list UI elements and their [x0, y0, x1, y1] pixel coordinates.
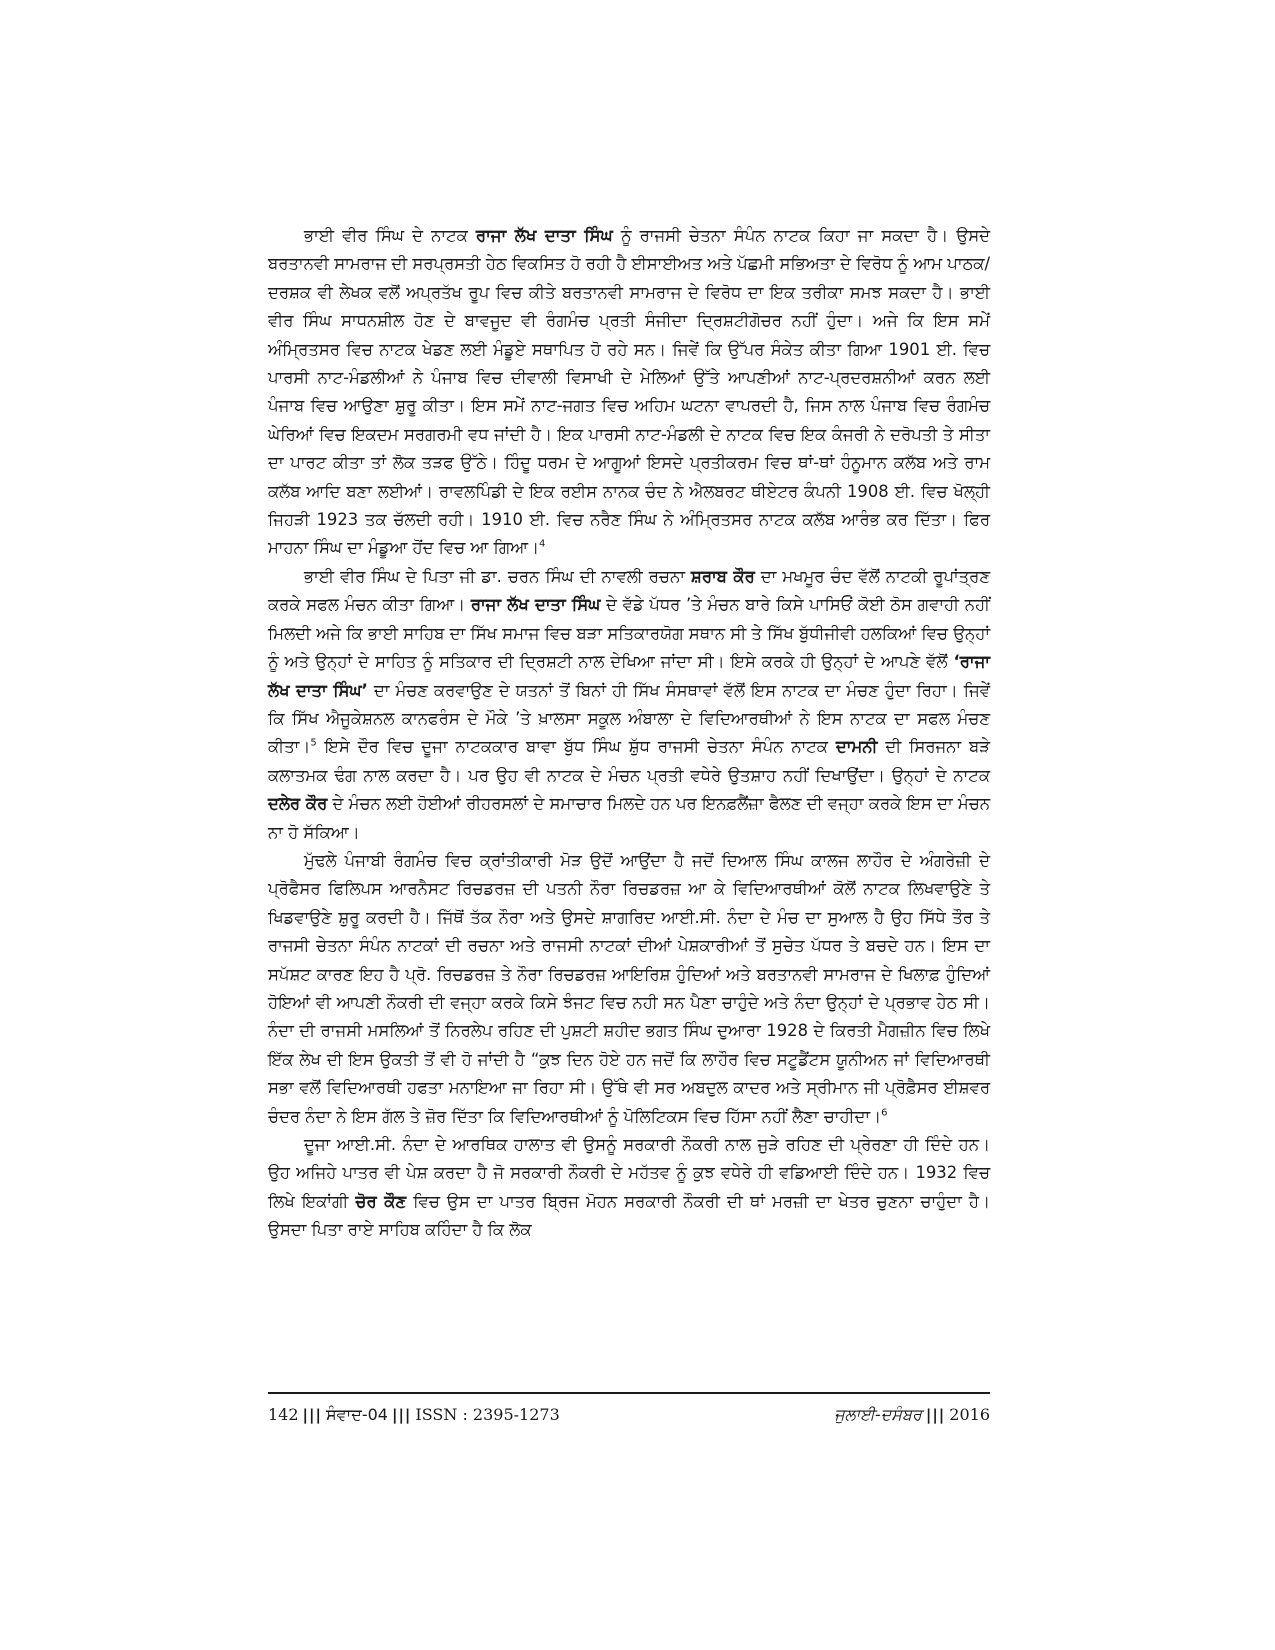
- paragraph: [268, 222, 990, 563]
- bold-title: ਦਾਮਨੀ: [835, 737, 878, 757]
- journal-issue: ਸੰਵਾਦ-04: [325, 1405, 388, 1424]
- text-run: ਦੂਜਾ ਆਈ.ਸੀ. ਨੰਦਾ ਦੇ ਆਰਥਿਕ ਹਾਲਾਤ ਵੀ ਉਸਨੂੰ ਸਰਕਾਰੀ ਨੌਕਰੀ ਨਾਲ ਜੁੜੇ ਰਹਿਣ ਦੀ ਪ੍ਰੇਰਣਾ ਹੀ ਦਿੰਦੇ ਹਨ। ਉਹ ਅਜਿਹੇ ਪਾਤਰ ਵੀ ਪੇਸ਼ ਕਰਦਾ ਹੈ ਜੋ ਸਰਕਾਰੀ ਨੌਕਰੀ ਦੇ ਮਹੱਤਵ ਨੂੰ ਕੁਝ ਵਧੇਰੇ ਹੀ ਵਡਿਆਈ ਦਿੰਦੇ ਹਨ। 1932 ਵਿਚ ਲਿਖੇ ਇਕਾਂਗੀ: [268, 1135, 990, 1211]
- text-run: ਦੇ ਮੰਚਨ ਲਈ ਹੋਈਆਂ ਰੀਹਰਸਲਾਂ ਦੇ ਸਮਾਚਾਰ ਮਿਲਦੇ ਹਨ ਪਰ ਇਨਫ਼ਲੈਂਜ਼ਾ ਫੈਲਣ ਦੀ ਵਜ੍ਹਾ ਕਰਕੇ ਇਸ ਦਾ ਮੰਚਨ ਨਾ ਹੋ ਸੱਕਿਆ।: [268, 794, 990, 842]
- footnote-ref: 6: [881, 1107, 888, 1119]
- footer-rule: [268, 1392, 990, 1394]
- separator: |||: [925, 1406, 946, 1424]
- paragraph: [268, 847, 990, 1131]
- text-run: ਇਸੇ ਦੌਰ ਵਿਚ ਦੂਜਾ ਨਾਟਕਕਾਰ ਬਾਵਾ ਬੁੱਧ ਸਿੰਘ ਸ਼ੁੱਧ ਰਾਜਸੀ ਚੇਤਨਾ ਸੰਪੰਨ ਨਾਟਕ: [316, 737, 836, 757]
- bold-title: ਦਲੇਰ ਕੌਰ: [268, 794, 328, 814]
- publication-year: 2016: [949, 1405, 990, 1424]
- separator: |||: [302, 1406, 322, 1424]
- text-run: ਨੂੰ ਰਾਜਸੀ ਚੇਤਨਾ ਸੰਪੰਨ ਨਾਟਕ ਕਿਹਾ ਜਾ ਸਕਦਾ ਹੈ। ਉਸਦੇ ਬਰਤਾਨਵੀ ਸਾਮਰਾਜ ਦੀ ਸਰਪ੍ਰਸਤੀ ਹੇਠ ਵਿਕਸਿਤ ਹੋ ਰਹੀ ਹੈ ਈਸਾਈਅਤ ਅਤੇ ਪੱਛਮੀ ਸਭਿਅਤਾ ਦੇ ਵਿਰੋਧ ਨੂੰ ਆਮ ਪਾਠਕ/ਦਰਸ਼ਕ ਵੀ ਲੇਖਕ ਵਲੋਂ ਅਪ੍ਰਤੱਖ ਰੂਪ ਵਿਚ ਕੀਤੇ ਬਰਤਾਨਵੀ ਸਾਮਰਾਜ ਦੇ ਵਿਰੋਧ ਦਾ ਇਕ ਤਰੀਕਾ ਸਮਝ ਸਕਦਾ ਹੈ। ਭਾਈ ਵੀਰ ਸਿੰਘ ਸਾਧਨਸ਼ੀਲ ਹੋਣ ਦੇ ਬਾਵਜੂਦ ਵੀ ਰੰਗਮੰਚ ਪ੍ਰਤੀ ਸੰਜੀਦਾ ਦ੍ਰਿਸ਼ਟੀਗੋਚਰ ਨਹੀਂ ਹੁੰਦਾ। ਅਜੇ ਕਿ ਇਸ ਸਮੇਂ ਅੰਮ੍ਰਿਤਸਰ ਵਿਚ ਨਾਟਕ ਖੇਡਣ ਲਈ ਮੰਡੂਏ ਸਥਾਪਿਤ ਹੋ ਰਹੇ ਸਨ। ਜਿਵੇਂ ਕਿ ਉੱਪਰ ਸੰਕੇਤ ਕੀਤਾ ਗਿਆ 1901 ਈ. ਵਿਚ ਪਾਰਸੀ ਨਾਟ-ਮੰਡਲੀਆਂ ਨੇ ਪੰਜਾਬ ਵਿਚ ਦੀਵਾਲੀ ਵਿਸਾਖੀ ਦੇ ਮੇਲਿਆਂ ਉੱਤੇ ਆਪਣੀਆਂ ਨਾਟ-ਪ੍ਰਦਰਸ਼ਨੀਆਂ ਕਰਨ ਲਈ ਪੰਜਾਬ ਵਿਚ ਆਉਣਾ ਸ਼ੁਰੂ ਕੀਤਾ। ਇਸ ਸਮੇਂ ਨਾਟ-ਜਗਤ ਵਿਚ ਅਹਿਮ ਘਟਨਾ ਵਾਪਰਦੀ ਹੈ, ਜਿਸ ਨਾਲ ਪੰਜਾਬ ਵਿਚ ਰੰਗਮੰਚ ਘੇਰਿਆਂ ਵਿਚ ਇਕਦਮ ਸਰਗਰਮੀ ਵਧ ਜਾਂਦੀ ਹੈ। ਇਕ ਪਾਰਸੀ ਨਾਟ-ਮੰਡਲੀ ਦੇ ਨਾਟਕ ਵਿਚ ਇਕ ਕੰਜਰੀ ਨੇ ਦਰੋਪਤੀ ਤੇ ਸੀਤਾ ਦਾ ਪਾਰਟ ਕੀਤਾ ਤਾਂ ਲੋਕ ਤੜਫ ਉੱਠੇ। ਹਿੰਦੂ ਧਰਮ ਦੇ ਆਗੂਆਂ ਇਸਦੇ ਪ੍ਰਤੀਕਰਮ ਵਿਚ ਥਾਂ-ਥਾਂ ਹੰਨੂਮਾਨ ਕਲੱਬ ਅਤੇ ਰਾਮ ਕਲੱਬ ਆਦਿ ਬਣਾ ਲਈਆਂ। ਰਾਵਲਪਿੰਡੀ ਦੇ ਇਕ ਰਈਸ ਨਾਨਕ ਚੰਦ ਨੇ ਐਲਬਰਟ ਥੀਏਟਰ ਕੰਪਨੀ 1908 ਈ. ਵਿਚ ਖੋਲ੍ਹੀ ਜਿਹੜੀ 1923 ਤਕ ਚੱਲਦੀ ਰਹੀ। 1910 ਈ. ਵਿਚ ਨਰੈਣ ਸਿੰਘ ਨੇ ਅੰਮ੍ਰਿਤਸਰ ਨਾਟਕ ਕਲੱਬ ਆਰੰਭ ਕਰ ਦਿੱਤਾ। ਫਿਰ ਮਾਹਨਾ ਸਿੰਘ ਦਾ ਮੰਡੂਆ ਹੋਂਦ ਵਿਚ ਆ ਗਿਆ।: [268, 226, 990, 558]
- bold-title: ਚੋਰ ਕੌਣ: [355, 1191, 407, 1211]
- bold-title: ਰਾਜਾ ਲੱਖ ਦਾਤਾ ਸਿੰਘ: [470, 595, 601, 615]
- bold-title: ਰਾਜਾ ਲੱਖ ਦਾਤਾ ਸਿੰਘ: [475, 226, 613, 245]
- text-run: ਭਾਈ ਵੀਰ ਸਿੰਘ ਦੇ ਨਾਟਕ: [304, 226, 476, 245]
- article-body: [268, 222, 990, 1245]
- footnote-ref: 5: [310, 737, 317, 749]
- text-run: ਮੁੱਢਲੇ ਪੰਜਾਬੀ ਰੰਗਮੰਚ ਵਿਚ ਕ੍ਰਾਂਤੀਕਾਰੀ ਮੋੜ ਉਦੋਂ ਆਉਂਦਾ ਹੈ ਜਦੋਂ ਦਿਆਲ ਸਿੰਘ ਕਾਲਜ ਲਾਹੌਰ ਦੇ ਅੰਗਰੇਜ਼ੀ ਦੇ ਪ੍ਰੋਫੈਸਰ ਫਿਲਿਪਸ ਆਰਨੈਸਟ ਰਿਚਡਰਜ਼ ਦੀ ਪਤਨੀ ਨੌਰਾ ਰਿਚਡਰਜ਼ ਆ ਕੇ ਵਿਦਿਆਰਥੀਆਂ ਕੋਲੋਂ ਨਾਟਕ ਲਿਖਵਾਉਣੇ ਤੇ ਖਿਡਵਾਉਣੇ ਸ਼ੁਰੂ ਕਰਦੀ ਹੈ। ਜਿੱਥੋਂ ਤੱਕ ਨੌਰਾ ਅਤੇ ਉਸਦੇ ਸ਼ਾਗਰਿਦ ਆਈ.ਸੀ. ਨੰਦਾ ਦੇ ਮੰਚ ਦਾ ਸੁਆਲ ਹੈ ਉਹ ਸਿੱਧੇ ਤੌਰ ਤੇ ਰਾਜਸੀ ਚੇਤਨਾ ਸੰਪੰਨ ਨਾਟਕਾਂ ਦੀ ਰਚਨਾ ਅਤੇ ਰਾਜਸੀ ਨਾਟਕਾਂ ਦੀਆਂ ਪੇਸ਼ਕਾਰੀਆਂ ਤੋਂ ਸੁਚੇਤ ਪੱਧਰ ਤੇ ਬਚਦੇ ਹਨ। ਇਸ ਦਾ ਸਪੱਸ਼ਟ ਕਾਰਣ ਇਹ ਹੈ ਪ੍ਰੋ. ਰਿਚਡਰਜ਼ ਤੇ ਨੌਰਾ ਰਿਚਡਰਜ਼ ਆਇਰਿਸ਼ ਹੁੰਦਿਆਂ ਅਤੇ ਬਰਤਾਨਵੀ ਸਾਮਰਾਜ ਦੇ ਖਿਲਾਫ਼ ਹੁੰਦਿਆਂ ਹੋਇਆਂ ਵੀ ਆਪਣੀ ਨੌਕਰੀ ਦੀ ਵਜ੍ਹਾ ਕਰਕੇ ਕਿਸੇ ਝੰਜਟ ਵਿਚ ਨਹੀ ਸਨ ਪੈਣਾ ਚਾਹੁੰਦੇ ਅਤੇ ਨੰਦਾ ਉਨ੍ਹਾਂ ਦੇ ਪ੍ਰਭਾਵ ਹੇਠ ਸੀ। ਨੰਦਾ ਦੀ ਰਾਜਸੀ ਮਸਲਿਆਂ ਤੋਂ ਨਿਰਲੇਪ ਰਹਿਣ ਦੀ ਪੁਸ਼ਟੀ ਸ਼ਹੀਦ ਭਗਤ ਸਿੰਘ ਦੁਆਰਾ 1928 ਦੇ ਕਿਰਤੀ ਮੈਗਜ਼ੀਨ ਵਿਚ ਲਿਖੇ ਇੱਕ ਲੇਖ ਦੀ ਇਸ ਉਕਤੀ ਤੋਂ ਵੀ ਹੋ ਜਾਂਦੀ ਹੈ “ਕੁਝ ਦਿਨ ਹੋਏ ਹਨ ਜਦੋਂ ਕਿ ਲਾਹੌਰ ਵਿਚ ਸਟੂਡੈਂਟਸ ਯੂਨੀਅਨ ਜਾਂ ਵਿਦਿਆਰਥੀ ਸਭਾ ਵਲੋਂ ਵਿਦਿਆਰਥੀ ਹਫਤਾ ਮਨਾਇਆ ਜਾ ਰਿਹਾ ਸੀ। ਉੱਥੇ ਵੀ ਸਰ ਅਬਦੁਲ ਕਾਦਰ ਅਤੇ ਸ੍ਰੀਮਾਨ ਜੀ ਪ੍ਰੋਫ਼ੈਸਰ ਈਸ਼ਵਰ ਚੰਦਰ ਨੰਦਾ ਨੇ ਇਸ ਗੱਲ ਤੇ ਜ਼ੋਰ ਦਿੱਤਾ ਕਿ ਵਿਦਿਆਰਥੀਆਂ ਨੂੰ ਪੋਲਿਟਿਕਸ ਵਿਚ ਹਿੱਸਾ ਨਹੀਂ ਲੈਣਾ ਚਾਹੀਦਾ।: [268, 850, 990, 1126]
- publication-period: ਜੁਲਾਈ-ਦਸੰਬਰ: [834, 1405, 922, 1424]
- paragraph: [268, 563, 990, 847]
- bold-title: ‘ਰਾਜਾ ਲੱਖ ਦਾਤਾ ਸਿੰਘ’: [268, 652, 990, 700]
- footnote-ref: 4: [539, 539, 546, 550]
- paragraph: [268, 1131, 990, 1245]
- text-run: ਭਾਈ ਵੀਰ ਸਿੰਘ ਦੇ ਪਿਤਾ ਜੀ ਡਾ. ਚਰਨ ਸਿੰਘ ਦੀ ਨਾਵਲੀ ਰਚਨਾ: [304, 566, 691, 586]
- footer-right: [834, 1405, 990, 1425]
- bold-title: ਸ਼ਰਾਬ ਕੌਰ: [690, 566, 755, 586]
- page-footer: [268, 1405, 990, 1435]
- issn: ISSN : 2395-1273: [415, 1405, 560, 1424]
- text-run: ਦੀ ਸਿਰਜਨਾ ਬੜੇ ਕਲਾਤਮਕ ਢੰਗ ਨਾਲ ਕਰਦਾ ਹੈ। ਪਰ ਉਹ ਵੀ ਨਾਟਕ ਦੇ ਮੰਚਨ ਪ੍ਰਤੀ ਵਧੇਰੇ ਉਤਸ਼ਾਹ ਨਹੀਂ ਦਿਖਾਉਂਦਾ। ਉਨ੍ਹਾਂ ਦੇ ਨਾਟਕ: [268, 737, 990, 785]
- text-run: ਦਾ ਮੰਚਣ ਕਰਵਾਉਣ ਦੇ ਯਤਨਾਂ ਤੋਂ ਬਿਨਾਂ ਹੀ ਸਿੱਖ ਸੰਸਥਾਵਾਂ ਵੱਲੋਂ ਇਸ ਨਾਟਕ ਦਾ ਮੰਚਣ ਹੁੰਦਾ ਰਿਹਾ। ਜਿਵੇਂ ਕਿ ਸਿੱਖ ਐਜੂਕੇਸ਼ਨਲ ਕਾਨਫਰੰਸ ਦੇ ਮੌਕੇ ’ਤੇ ਖ਼ਾਲਸਾ ਸਕੂਲ ਅੰਬਾਲਾ ਦੇ ਵਿਦਿਆਰਥੀਆਂ ਨੇ ਇਸ ਨਾਟਕ ਦਾ ਸਫਲ ਮੰਚਣ ਕੀਤਾ।: [268, 680, 990, 757]
- footer-left: [268, 1405, 560, 1425]
- text-run: ਦਾ ਮਖਮੂਰ ਚੰਦ ਵੱਲੋਂ ਨਾਟਕੀ ਰੂਪਾਂਤ੍ਰਣ ਕਰਕੇ ਸਫਲ ਮੰਚਨ ਕੀਤਾ ਗਿਆ।: [268, 566, 990, 615]
- text-run: ਵਿਚ ਉਸ ਦਾ ਪਾਤਰ ਬ੍ਰਿਜ ਮੋਹਨ ਸਰਕਾਰੀ ਨੌਕਰੀ ਦੀ ਥਾਂ ਮਰਜ਼ੀ ਦਾ ਖੇਤਰ ਚੁਣਨਾ ਚਾਹੁੰਦਾ ਹੈ। ਉਸਦਾ ਪਿਤਾ ਰਾਏ ਸਾਹਿਬ ਕਹਿੰਦਾ ਹੈ ਕਿ ਲੋਕ: [268, 1191, 990, 1240]
- text-run: ਦੇ ਵੱਡੇ ਪੱਧਰ ’ਤੇ ਮੰਚਨ ਬਾਰੇ ਕਿਸੇ ਪਾਸਿਓਂ ਕੋਈ ਠੋਸ ਗਵਾਹੀ ਨਹੀਂ ਮਿਲਦੀ ਅਜੇ ਕਿ ਭਾਈ ਸਾਹਿਬ ਦਾ ਸਿੱਖ ਸਮਾਜ ਵਿਚ ਬੜਾ ਸਤਿਕਾਰਯੋਗ ਸਥਾਨ ਸੀ ਤੇ ਸਿੱਖ ਬੁੱਧੀਜੀਵੀ ਹਲਕਿਆਂ ਵਿਚ ਉਨ੍ਹਾਂ ਨੂੰ ਅਤੇ ਉਨ੍ਹਾਂ ਦੇ ਸਾਹਿਤ ਨੂੰ ਸਤਿਕਾਰ ਦੀ ਦ੍ਰਿਸ਼ਟੀ ਨਾਲ ਦੇਖਿਆ ਜਾਂਦਾ ਸੀ। ਇਸੇ ਕਰਕੇ ਹੀ ਉਨ੍ਹਾਂ ਦੇ ਆਪਣੇ ਵੱਲੋਂ: [268, 595, 990, 672]
- page-number: 142: [268, 1405, 299, 1424]
- separator: |||: [391, 1406, 412, 1424]
